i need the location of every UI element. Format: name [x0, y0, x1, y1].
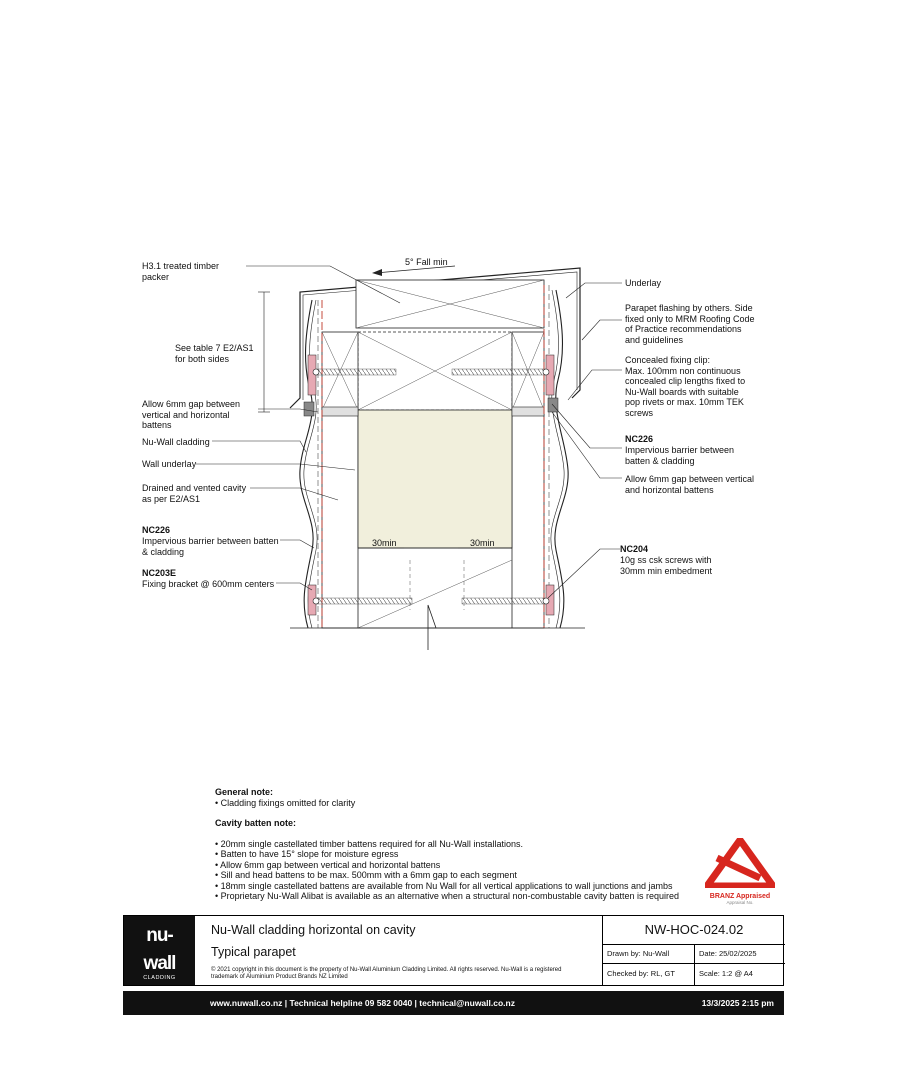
branz-mark-icon — [705, 838, 775, 888]
footer-timestamp: 13/3/2025 2:15 pm — [701, 998, 774, 1008]
cavity-note-heading: Cavity batten note: — [215, 818, 297, 828]
general-note-list — [215, 798, 695, 809]
label-nc204: 10g ss csk screws with 30mm min embedment — [620, 555, 713, 576]
footer-contact: www.nuwall.co.nz | Technical helpline 09 582 0040 | technical@nuwall.co.nz — [210, 998, 515, 1008]
scale: Scale: 1:2 @ A4 — [699, 969, 753, 978]
title-block — [123, 915, 784, 986]
cavity-note-item: • Sill and head battens to be max. 500mm with a 6mm gap to each segment — [215, 870, 695, 881]
logo-sub: CLADDING — [143, 975, 176, 981]
label-nc226-right: Impervious barrier between batten & cladding — [625, 445, 735, 466]
stud-left — [322, 332, 358, 628]
code-nc226-right: NC226 — [625, 434, 654, 444]
code-nc204: NC204 — [620, 544, 649, 554]
drawing-number: NW-HOC-024.02 — [603, 916, 785, 945]
screw-bottom-left — [316, 598, 412, 604]
label-nc203e: Fixing bracket @ 600mm centers — [142, 579, 275, 589]
branz-sub: Appraisal No. — [726, 900, 754, 905]
cavity-note-item: • 18mm single castellated battens are available from Nu Wall for all vertical applications to wall junctions and jambs — [215, 881, 695, 892]
label-timber-packer: H3.1 treated timber packer — [142, 261, 220, 282]
label-drained-cavity: Drained and vented cavity as per E2/AS1 — [142, 483, 247, 504]
general-note-item: • Cladding fixings omitted for clarity — [215, 798, 695, 809]
code-nc203e: NC203E — [142, 568, 177, 578]
dim-30min-right: 30min — [470, 538, 495, 548]
logo-top: nu- — [146, 925, 173, 946]
code-nc226-left: NC226 — [142, 525, 171, 535]
fall-label: 5° Fall min — [405, 257, 448, 267]
copyright-text: © 2021 copyright in this document is the property of Nu-Wall Aluminium Cladding Limited. All rights reserved. Nu-Wall is a registered trademark of Aluminium Product Brands NZ Limited — [211, 967, 562, 980]
notes-section — [215, 787, 695, 902]
label-allow-gap-left: Allow 6mm gap between vertical and horizontal battens — [142, 399, 241, 430]
label-parapet-flashing: Parapet flashing by others. Side fixed only to MRM Roofing Code of Practice recommendations and guidelines — [625, 303, 755, 345]
date: Date: 25/02/2025 — [695, 944, 785, 964]
cavity-note-item: • Allow 6mm gap between vertical and horizontal battens — [215, 860, 695, 871]
drawing-title: Nu-Wall cladding horizontal on cavity — [211, 923, 416, 937]
stud-right — [512, 332, 544, 628]
label-wall-underlay: Wall underlay — [142, 459, 197, 469]
infill-panel — [358, 410, 512, 548]
logo-bottom: wall — [143, 953, 176, 974]
label-nc226-left: Impervious barrier between batten & cladding — [142, 536, 279, 557]
drawn-by: Drawn by: Nu-Wall — [603, 944, 695, 964]
general-note-heading: General note: — [215, 787, 274, 797]
screw-top-right — [452, 369, 546, 375]
branz-appraised-logo — [700, 838, 780, 905]
footer-bar — [123, 991, 784, 1015]
screw-top-left — [316, 369, 396, 375]
branz-label: BRANZ — [709, 893, 735, 900]
drawing-subtitle: Typical parapet — [211, 945, 296, 959]
cavity-note-item: • Batten to have 15° slope for moisture egress — [215, 849, 695, 860]
dim-30min-left: 30min — [372, 538, 397, 548]
cavity-note-item: • Proprietary Nu-Wall Alibat is available as an alternative when a structural non-combustable cavity batten is required — [215, 891, 695, 902]
label-underlay: Underlay — [625, 278, 662, 288]
nu-wall-logo — [124, 916, 195, 985]
title-area — [205, 916, 602, 985]
checked-by: Checked by: RL, GT — [603, 964, 695, 985]
cavity-note-item: • 20mm single castellated timber battens required for all Nu-Wall installations. — [215, 839, 695, 850]
label-nu-wall-cladding: Nu-Wall cladding — [142, 437, 210, 447]
cavity-note-list — [215, 839, 695, 902]
title-block-info — [602, 916, 785, 985]
branz-appraised-label: Appraised — [735, 893, 771, 900]
nu-wall-cladding-right — [555, 290, 568, 628]
label-allow-gap-right: Allow 6mm gap between vertical and horizontal battens — [625, 474, 755, 495]
label-concealed-clip: Concealed fixing clip: Max. 100mm non continuous concealed clip lengths fixed to Nu-Wall boards with suitable pop rivets or max. 10mm TEK screws — [625, 355, 746, 418]
screw-bottom-right — [462, 598, 546, 604]
label-see-table: See table 7 E2/AS1 for both sides — [175, 343, 254, 364]
